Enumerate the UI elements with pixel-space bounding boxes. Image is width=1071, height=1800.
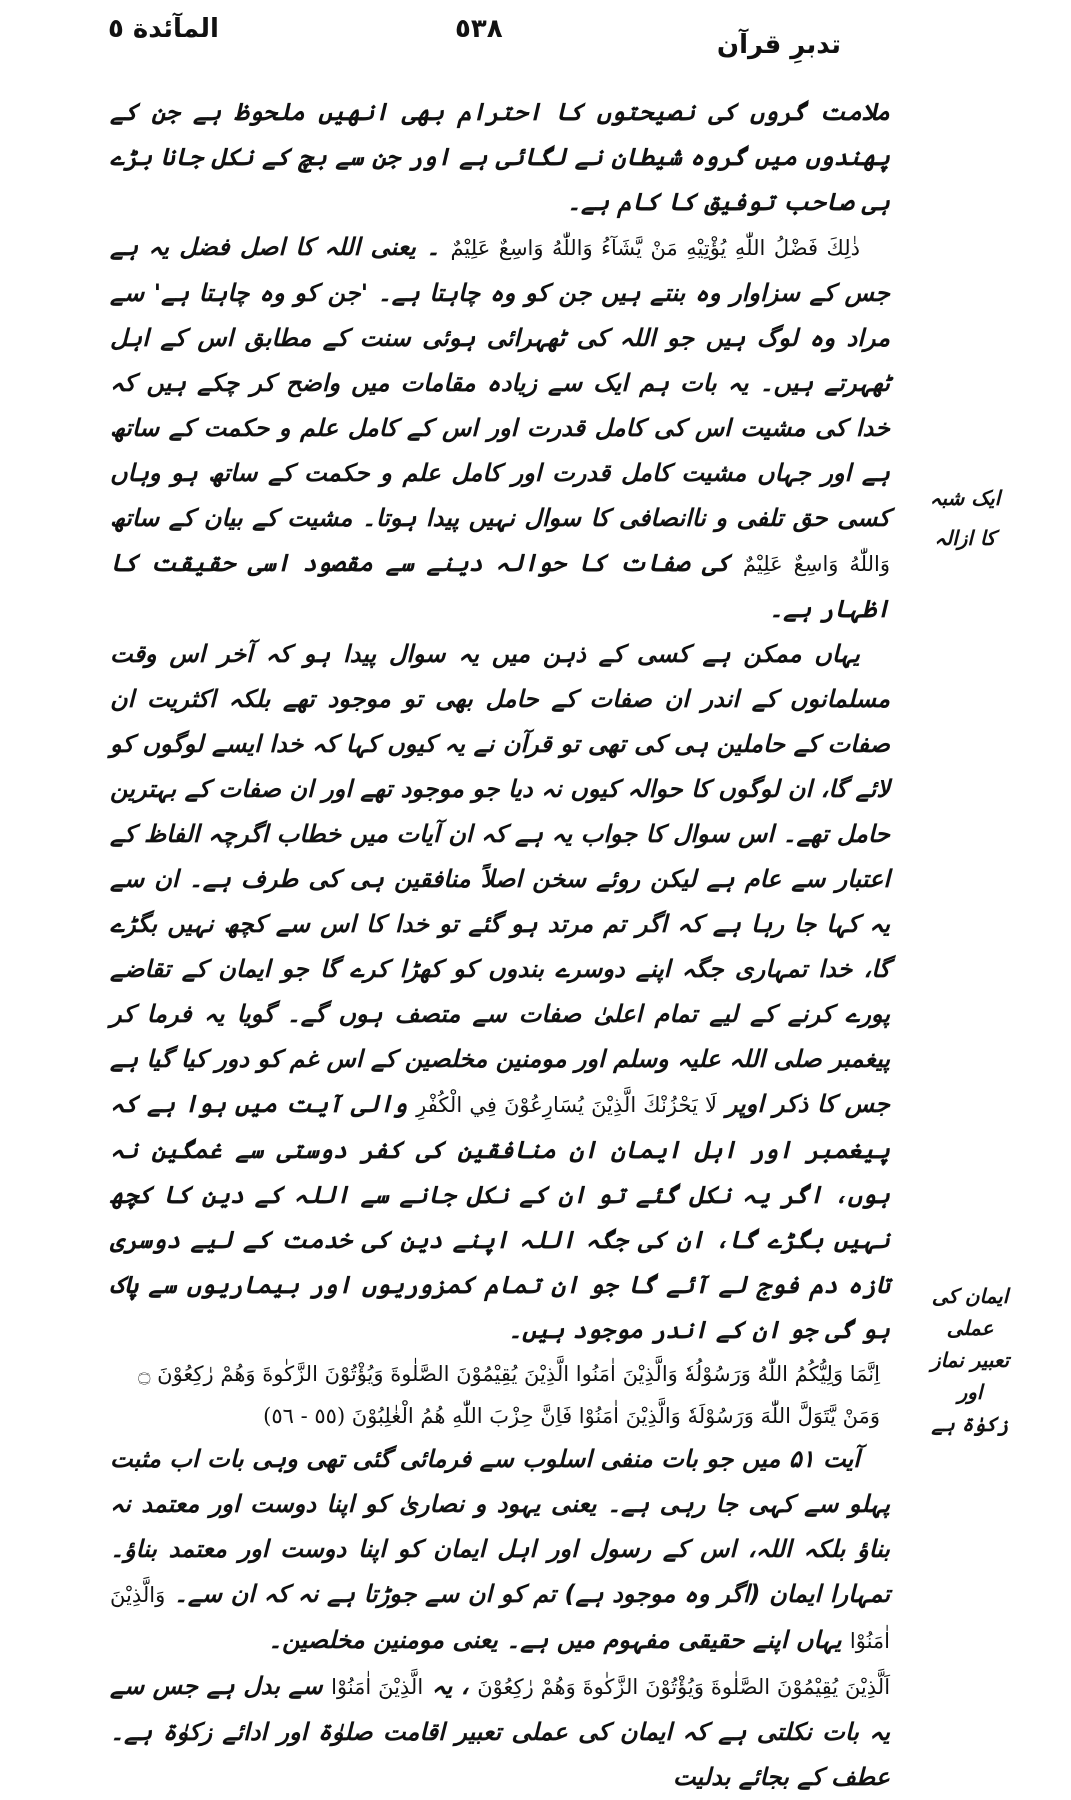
paragraph-text: ۔ یعنی اللہ کا اصل فضل یہ ہے جس کے سزاوار وہ بنتے ہیں جن کو وہ چاہتا ہے۔ 'جن کو وہ چاہتا ہے' سے مراد وہ لوگ ہیں جو اللہ کی ٹھہرائی ہوئی سنت کے مطابق اس کے اہل ٹھہرتے ہیں۔ یہ بات ہم ایک سے زیادہ مقامات میں واضح کر چکے ہیں کہ خدا کی مشیت اس کی کامل قدرت اور اس کے کامل علم و حکمت کے ساتھ ہے اور جہاں مشیت کامل قدرت اور کامل علم و حکمت کے ساتھ ہو وہاں کسی حق تلفی و ناانصافی کا سوال نہیں پیدا ہوتا۔ مشیت کے بیان کے ساتھ: [110, 233, 891, 532]
arabic-verse: وَالَّذِيْنَ اٰمَنُوْا: [110, 1583, 890, 1653]
paragraph-5: [110, 1664, 890, 1800]
paragraph-4: [110, 1437, 890, 1664]
paragraph-text: آیت ۵۱ میں جو بات منفی اسلوب سے فرمائی گئی تھی وہی بات اب مثبت پہلو سے کہی جا رہی ہے۔ یعنی یہود و نصاریٰ کو اپنا دوست اور معتمد نہ بناؤ بلکہ اللہ، اس کے رسول اور اہل ایمان کو اپنا دوست اور معتمد بناؤ۔ تمہارا ایمان (اگر وہ موجود ہے) تم کو ان سے جوڑتا ہے نہ کہ ان سے۔: [110, 1445, 891, 1608]
paragraph-text: ملامت گروں کی نصیحتوں کا احترام بھی انھیں ملحوظ ہے جن کے پھندوں میں گروہ شیطان نے لگائی ہے اور جن سے بچ کے نکل جانا بڑے ہی صاحب توفیق کا کام ہے۔: [110, 98, 890, 216]
arabic-verse: وَاللّٰهُ وَاسِعٌ عَلِيْمٌ: [742, 552, 891, 576]
margin-note-line: ایک شبہ: [929, 486, 1001, 510]
page-number: ٥٣٨: [455, 14, 503, 44]
margin-note-line: کا ازالہ: [934, 526, 996, 550]
paragraph-text: والی آیت میں ہوا ہے کہ پیغمبر اور اہل ایمان ان منافقین کی کفر دوستی سے غمگین نہ ہوں، اگر یہ نکل گئے تو ان کے نکل جانے سے اللہ کے دین کا کچھ نہیں بگڑے گا، ان کی جگہ اللہ اپنے دین کی خدمت کے لیے دوسری تازہ دم فوج لے آئے گا جو ان تمام کمزوریوں اور بیماریوں سے پاک ہو گی جو ان کے اندر موجود ہیں۔: [110, 1090, 890, 1344]
paragraph-text: ، یہ: [431, 1672, 469, 1700]
paragraph-text: کی صفات کا حوالہ دینے سے مقصود اسی حقیقت کا اظہار ہے۔: [110, 549, 890, 623]
surah-name: المآئدة ٥: [108, 14, 219, 44]
margin-note-line: ایمان کی عملی: [931, 1284, 1009, 1340]
margin-note-doubt: [910, 478, 1020, 558]
arabic-verse: ذٰلِكَ فَضْلُ اللّٰهِ يُؤْتِيْهِ مَنْ يَّشَآءُ وَاللّٰهُ وَاسِعٌ عَلِيْمٌ: [450, 236, 860, 260]
verse-line: وَمَنْ يَّتَوَلَّ اللّٰهَ وَرَسُوْلَهٗ وَالَّذِيْنَ اٰمَنُوْا فَاِنَّ حِزْبَ اللّٰهِ هُمُ الْغٰلِبُوْنَ (٥٥ - ٥٦): [263, 1404, 880, 1428]
quran-verse-block: [110, 1353, 890, 1437]
paragraph-text: یہاں ممکن ہے کسی کے ذہن میں یہ سوال پیدا ہو کہ آخر اس وقت مسلمانوں کے اندر ان صفات کے حامل بھی تو موجود تھے بلکہ اکثریت ان صفات کے حاملین ہی کی تھی تو قرآن نے یہ کیوں کہا کہ خدا ایسے لوگوں کو لائے گا، ان لوگوں کا حوالہ کیوں نہ دیا جو موجود تھے اور ان صفات کے بہترین حامل تھے۔ اس سوال کا جواب یہ ہے کہ ان آیات میں خطاب اگرچہ الفاظ کے اعتبار سے عام ہے لیکن روئے سخن اصلاً منافقین ہی کی طرف ہے۔ ان سے یہ کہا جا رہا ہے کہ اگر تم مرتد ہو گئے تو خدا کا اس سے کچھ نہیں بگڑے گا، خدا تمہاری جگہ اپنے دوسرے بندوں کو کھڑا کرے گا جو ایمان کے تقاضے پورے کرنے کے لیے تمام اعلیٰ صفات سے متصف ہوں گے۔ گویا یہ فرما کر پیغمبر صلی اللہ علیہ وسلم اور مومنین مخلصین کے اس غم کو دور کیا گیا ہے جس کا ذکر اوپر: [110, 640, 891, 1118]
paragraph-1: [110, 90, 890, 225]
arabic-verse: الَّذِيْنَ اٰمَنُوْا: [331, 1675, 424, 1699]
margin-note-practice: [920, 1280, 1020, 1440]
paragraph-text: سے بدل ہے جس سے یہ بات نکلتی ہے کہ ایمان کی عملی تعبیر اقامت صلوٰۃ اور ادائے زکوٰۃ ہے۔ عطف کے بجائے بدلیت: [110, 1672, 890, 1791]
paragraph-text: یہاں اپنے حقیقی مفہوم میں ہے۔ یعنی مومنین مخلصین۔: [268, 1626, 842, 1654]
main-text: [110, 90, 890, 1800]
arabic-verse: اَلَّذِيْنَ يُقِيْمُوْنَ الصَّلٰوةَ وَيُؤْتُوْنَ الزَّكٰوةَ وَهُمْ رٰكِعُوْنَ: [477, 1675, 891, 1699]
margin-note-line: تعبیر نماز اور: [930, 1348, 1010, 1404]
paragraph-2: [110, 225, 890, 632]
verse-line: اِنَّمَا وَلِيُّكُمُ اللّٰهُ وَرَسُوْلُهٗ وَالَّذِيْنَ اٰمَنُوا الَّذِيْنَ يُقِيْمُوْنَ الصَّلٰوةَ وَيُؤْتُوْنَ الزَّكٰوةَ وَهُمْ رٰكِعُوْنَ ۝: [138, 1362, 880, 1386]
book-title: تدبرِ قرآن: [716, 30, 841, 60]
paragraph-3: [110, 632, 890, 1353]
arabic-verse: لَا يَحْزُنْكَ الَّذِيْنَ يُسَارِعُوْنَ فِي الْكُفْرِ: [416, 1093, 717, 1117]
margin-note-line: زکوٰۃ ہے: [931, 1412, 1009, 1436]
page-header: [0, 0, 1071, 70]
